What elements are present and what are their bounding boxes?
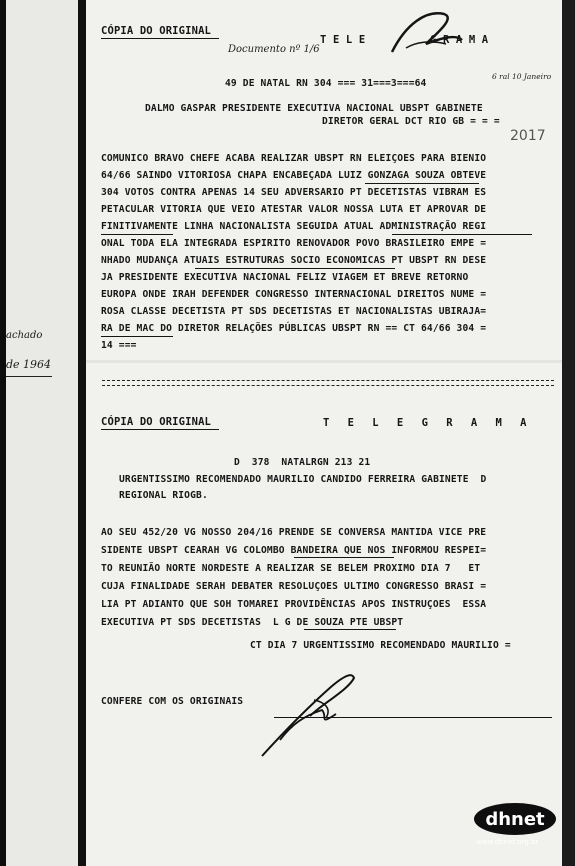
underline-administracao	[392, 234, 532, 235]
stamp-number: 2017	[510, 128, 546, 144]
telegram2-body-line: EXECUTIVA PT SDS DECETISTAS L G DE SOUZA PTE UBSPT	[101, 617, 404, 628]
underline-luiz-gonzaga	[365, 183, 479, 184]
telegram2-address-line-2: REGIONAL RIOGB.	[119, 490, 208, 501]
telegram2-reference: D 378 NATALRGN 213 21	[234, 457, 371, 468]
scan-edge-right	[562, 0, 575, 866]
document-page	[86, 0, 562, 866]
telegram2-body-line: CUJA FINALIDADE SERAH DEBATER RESOLUÇOES ULTIMO CONGRESSO BRASI =	[101, 581, 487, 592]
margin-note-2: de 1964	[6, 358, 52, 371]
telegram1-body-line: 304 VOTOS CONTRA APENAS 14 SEU ADVERSARIO PT DECETISTAS VIBRAM ES	[101, 187, 487, 198]
scan-artifact-band	[86, 360, 562, 363]
telegram2-body-line: SIDENTE UBSPT CEARAH VG COLOMBO BANDEIRA QUE NOS INFORMOU RESPEI=	[101, 545, 487, 556]
scan-fold-shadow	[78, 0, 86, 866]
telegram2-address-line-1: URGENTISSIMO RECOMENDADO MAURILIO CANDIDO FERREIRA GABINETE D	[119, 474, 487, 485]
margin-rule	[6, 376, 52, 377]
telegram-heading-2: T E L E G R A M A	[323, 417, 533, 429]
telegram1-body-line: 64/66 SAINDO VITORIOSA CHAPA ENCABEÇADA LUIZ GONZAGA SOUZA OBTEVE	[101, 170, 487, 181]
telegram1-body-line: RA DE MAC DO DIRETOR RELAÇÕES PÚBLICAS UBSPT RN == CT 64/66 304 =	[101, 323, 487, 334]
telegram1-body-line: JA PRESIDENTE EXECUTIVA NACIONAL FELIZ VIAGEM ET BREVE RETORNO	[101, 272, 469, 283]
telegram2-body-line: LIA PT ADIANTO QUE SOH TOMAREI PROVIDÊNCIAS APOS INSTRUÇOES ESSA	[101, 599, 487, 610]
telegram1-body-line: PETACULAR VITORIA QUE VEIO ATESTAR VALOR NOSSA LUTA ET APROVAR DE	[101, 204, 487, 215]
dhnet-logo	[474, 803, 556, 835]
telegram1-body-line: ROSA CLASSE DECETISTA PT SDS DECETISTAS ET NACIONALISTAS UBIRAJA=	[101, 306, 487, 317]
telegram2-body-line: TO REUNIÃO NORTE NORDESTE A REALIZAR SE BELEM PROXIMO DIA 7 ET	[101, 563, 481, 574]
telegram1-address-line-1: DALMO GASPAR PRESIDENTE EXECUTIVA NACIONAL UBSPT GABINETE	[145, 103, 483, 114]
dhnet-url: www.dhnet.org.br	[476, 838, 539, 846]
underlying-page-strip	[6, 0, 78, 866]
telegram1-reference: 49 DE NATAL RN 304 === 31===3===64	[225, 78, 427, 89]
telegram2-footer: CT DIA 7 URGENTISSIMO RECOMENDADO MAURILIO =	[250, 640, 511, 651]
underline-colombo-bandeira	[294, 557, 394, 558]
underline-lg-de-souza	[304, 629, 396, 630]
copy-label-underline-2	[101, 429, 219, 430]
telegram2-body-line: AO SEU 452/20 VG NOSSO 204/16 PRENDE SE CONVERSA MANTIDA VICE PRE	[101, 527, 487, 538]
telegram-separator	[102, 380, 554, 386]
telegram1-address-line-2: DIRETOR GERAL DCT RIO GB = = =	[322, 116, 500, 127]
copy-label-underline-1	[101, 38, 219, 39]
telegram1-body-line: EUROPA ONDE IRAH DEFENDER CONGRESSO INTERNACIONAL DIREITOS NUME =	[101, 289, 487, 300]
margin-note-1: achado	[6, 330, 43, 341]
copy-of-original-label-1: CÓPIA DO ORIGINAL	[101, 25, 212, 37]
confer-statement: CONFERE COM OS ORIGINAIS	[101, 696, 244, 707]
underline-ra-de-mac	[101, 336, 173, 337]
handwritten-scribble-top	[386, 4, 466, 64]
telegram1-body-line: 14 ===	[101, 340, 137, 351]
underline-estruturas	[195, 268, 395, 269]
copy-of-original-label-2: CÓPIA DO ORIGINAL	[101, 416, 212, 428]
telegram-heading-1: T E L E G R A M A	[320, 34, 489, 46]
handwritten-signature	[252, 664, 362, 764]
handwritten-reference-note: 6 ral 10 Janeiro	[492, 72, 552, 81]
telegram1-body-line: COMUNICO BRAVO CHEFE ACABA REALIZAR UBSPT RN ELEIÇOES PARA BIENIO	[101, 153, 487, 164]
telegram1-body-line: ONAL TODA ELA INTEGRADA ESPIRITO RENOVADOR POVO BRASILEIRO EMPE =	[101, 238, 487, 249]
handwritten-document-number: Documento nº 1/6	[228, 44, 320, 55]
underline-finitivamente	[101, 234, 173, 235]
telegram1-body-line: FINITIVAMENTE LINHA NACIONALISTA SEGUIDA ATUAL ADMINISTRAÇÃO REGI	[101, 221, 487, 232]
telegram1-body-line: NHADO MUDANÇA ATUAIS ESTRUTURAS SOCIO ECONOMICAS PT UBSPT RN DESE	[101, 255, 487, 266]
dhnet-logo-text: dhnet	[485, 808, 545, 830]
